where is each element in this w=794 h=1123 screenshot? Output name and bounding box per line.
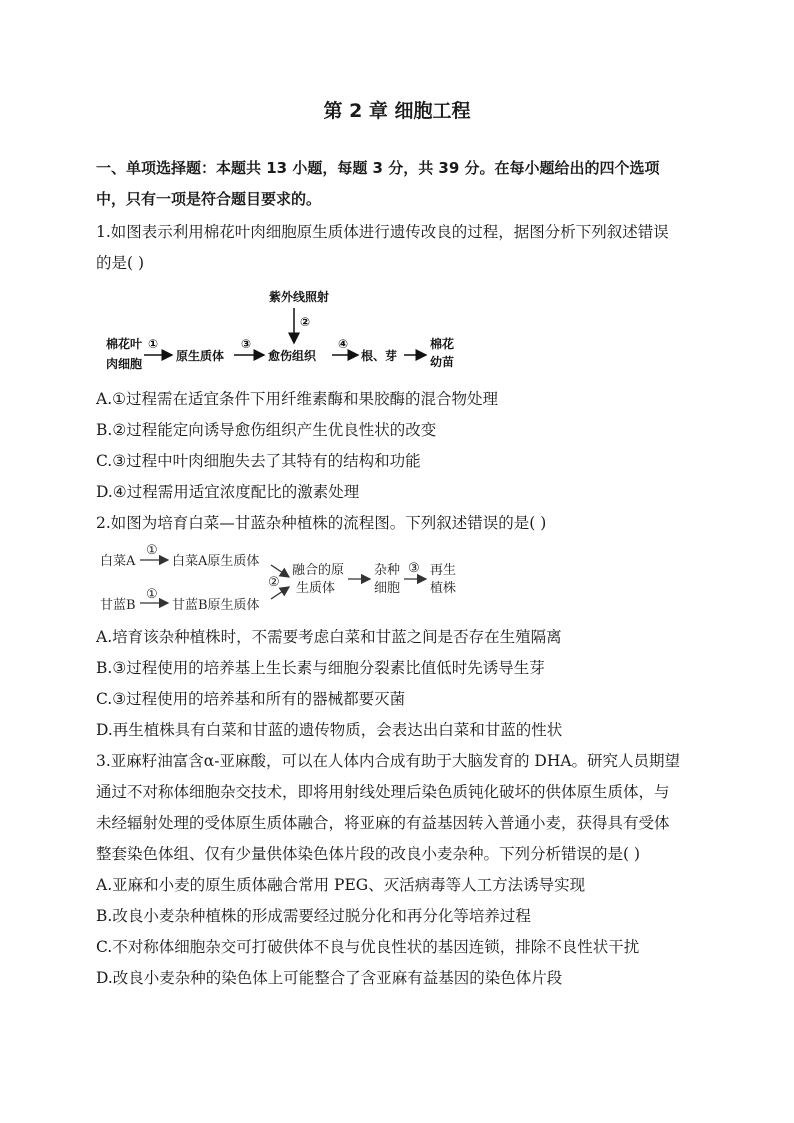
- q1-seedling-label-b: 幼苗: [430, 355, 455, 369]
- q1-leaf-label-b: 肉细胞: [106, 357, 143, 371]
- q2-regen-label-a: 再生: [430, 563, 457, 578]
- q3-stem-line4: 整套染色体组、仅有少量供体染色体片段的改良小麦杂种。下列分析错误的是( ): [96, 845, 641, 863]
- q2-kale-label: 甘蓝B: [100, 598, 136, 613]
- q1-option-c: C.③过程中叶肉细胞失去了其特有的结构和功能: [96, 452, 421, 470]
- q2-option-b: B.③过程使用的培养基上生长素与细胞分裂素比值低时先诱导生芽: [96, 659, 545, 677]
- q1-step2-label: ②: [300, 315, 311, 329]
- q1-callus-label: 愈伤组织: [268, 349, 317, 363]
- q1-option-b: B.②过程能定向诱导愈伤组织产生优良性状的改变: [96, 421, 437, 439]
- q1-step1-label: ①: [148, 337, 159, 351]
- q2-step1b-label: ①: [146, 587, 158, 602]
- q2-kale-proto-label: 甘蓝B原生质体: [172, 598, 260, 613]
- q1-option-a: A.①过程需在适宜条件下用纤维素酶和果胶酶的混合物处理: [96, 390, 499, 408]
- q3-stem-line3: 未经辐射处理的受体原生质体融合，将亚麻的有益基因转入普通小麦，获得具有受体: [96, 814, 670, 832]
- q3-option-b: B.改良小麦杂种植株的形成需要经过脱分化和再分化等培养过程: [96, 907, 531, 925]
- section-heading-line2: 中，只有一项是符合题目要求的。: [96, 190, 322, 208]
- q2-regen-label-b: 植株: [430, 581, 457, 596]
- q2-option-d: D.再生植株具有白菜和甘蓝的遗传物质，会表达出白菜和甘蓝的性状: [96, 721, 563, 739]
- q1-proto-label: 原生质体: [176, 349, 225, 363]
- q2-step2-label: ②: [268, 575, 280, 590]
- q2-stem: 2.如图为培育白菜—甘蓝杂种植株的流程图。下列叙述错误的是( ): [96, 514, 547, 532]
- q2-option-c: C.③过程使用的培养基和所有的器械都要灭菌: [96, 690, 406, 708]
- q2-fused-label-b: 生质体: [296, 581, 336, 596]
- q2-fused-label-a: 融合的原: [292, 563, 345, 578]
- q2-cabbage-proto-label: 白菜A原生质体: [172, 554, 260, 569]
- q1-stem-line2: 的是( ): [96, 254, 145, 272]
- q1-step4-label: ④: [338, 337, 349, 351]
- q2-hybrid-label-a: 杂种: [374, 563, 401, 578]
- q1-seedling-label-a: 棉花: [430, 337, 455, 351]
- q1-step3-label: ③: [241, 337, 252, 351]
- q1-diagram: [96, 286, 476, 382]
- q3-option-a: A.亚麻和小麦的原生质体融合常用 PEG、灭活病毒等人工方法诱导实现: [96, 876, 586, 894]
- page-title: 第 2 章 细胞工程: [323, 100, 471, 122]
- q3-stem-line1: 3.亚麻籽油富含α-亚麻酸，可以在人体内合成有助于大脑发育的 DHA。研究人员期望: [96, 752, 681, 770]
- q1-uv-label: 紫外线照射: [269, 290, 330, 304]
- q2-hybrid-label-b: 细胞: [374, 581, 401, 596]
- q2-diagram: [96, 541, 476, 617]
- section-heading-line1: 一、单项选择题：本题共 13 小题，每题 3 分，共 39 分。在每小题给出的四个选项: [96, 159, 660, 177]
- q2-option-a: A.培育该杂种植株时，不需要考虑白菜和甘蓝之间是否存在生殖隔离: [96, 628, 562, 646]
- q1-option-d: D.④过程需用适宜浓度配比的激素处理: [96, 483, 360, 501]
- q2-step1a-label: ①: [146, 543, 158, 558]
- q2-cabbage-label: 白菜A: [100, 554, 136, 569]
- q3-option-d: D.改良小麦杂种的染色体上可能整合了含亚麻有益基因的染色体片段: [96, 969, 563, 987]
- q1-stem-line1: 1.如图表示利用棉花叶肉细胞原生质体进行遗传改良的过程，据图分析下列叙述错误: [96, 223, 669, 241]
- q1-leaf-label-a: 棉花叶: [106, 337, 143, 351]
- q3-stem-line2: 通过不对称体细胞杂交技术，即将用射线处理后染色质钝化破坏的供体原生质体，与: [96, 783, 670, 801]
- q3-option-c: C.不对称体细胞杂交可打破供体不良与优良性状的基因连锁，排除不良性状干扰: [96, 938, 640, 956]
- q1-roots-label: 根、芽: [361, 349, 398, 363]
- q2-step3-label: ③: [408, 561, 420, 576]
